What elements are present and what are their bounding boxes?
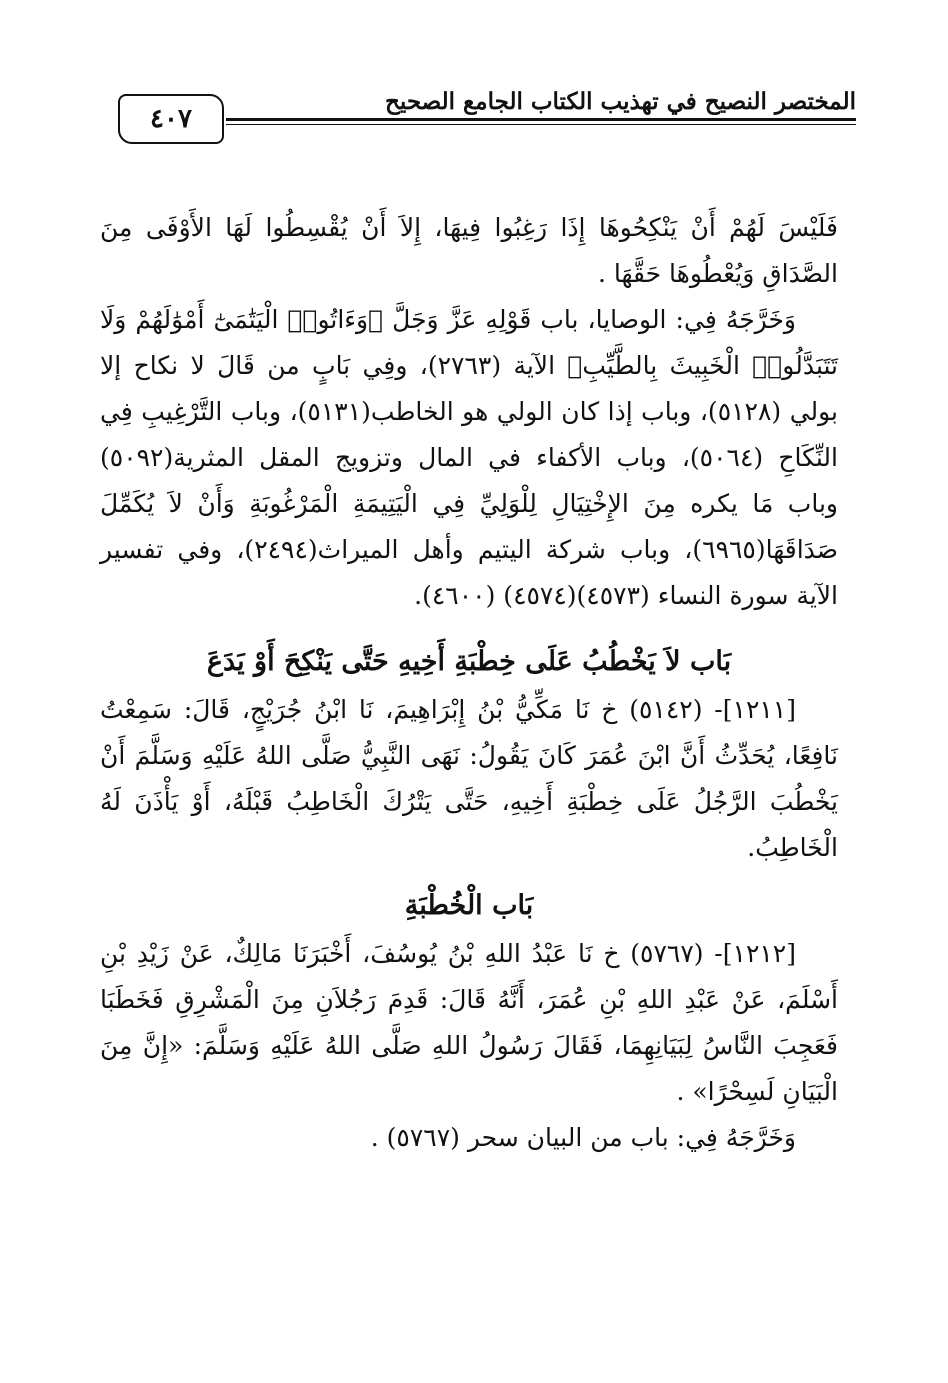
hadith-1211: [١٢١١]- (٥١٤٢) خ نَا مَكِّيُّ بْنُ إِبْرَاهِيمَ، نَا ابْنُ جُرَيْجٍ، قَالَ: سَمِعْتُ نَافِعًا، يُحَدِّثُ أَنَّ ابْنَ عُمَرَ كَانَ يَقُولُ: نَهَى النَّبِيُّ صَلَّى اللهُ عَلَيْهِ وَسَلَّمَ أَنْ يَخْطُبَ الرَّجُلُ عَلَى خِطْبَةِ أَخِيهِ، حَتَّى يَتْرُكَ الْخَاطِبُ قَبْلَهُ، أَوْ يَأْذَنَ لَهُ الْخَاطِبُ. [100,695,838,862]
spacer [100,619,838,637]
chapter-heading-khitbah-akhihi: بَاب لاَ يَخْطُبُ عَلَى خِطْبَةِ أَخِيهِ حَتَّى يَنْكِحَ أَوْ يَدَعَ [206,646,732,677]
page-number-box [118,94,224,144]
running-title: المختصر النصيح في تهذيب الكتاب الجامع الصحيح [379,88,856,115]
paragraph-continuation: فَلَيْسَ لَهُمْ أَنْ يَنْكِحُوهَا إِذَا رَغِبُوا فِيهَا، إِلاَ أَنْ يُقْسِطُوا لَهَا الأَوْفَى مِنَ الصَّدَاقِ وَيُعْطُوهَا حَقَّهَا . [100,213,838,288]
chapter-heading-khutbah: بَاب الْخُطْبَةِ [404,890,534,921]
page-header [118,88,856,158]
hadith-1212: [١٢١٢]- (٥٧٦٧) خ نَا عَبْدُ اللهِ بْنُ يُوسُفَ، أَخْبَرَنَا مَالِكٌ، عَنْ زَيْدِ بْنِ أَسْلَمَ، عَنْ عَبْدِ اللهِ بْنِ عُمَرَ، أَنَّهُ قَالَ: قَدِمَ رَجُلاَنِ مِنَ الْمَشْرِقِ فَخَطَبَا فَعَجِبَ النَّاسُ لِبَيَانِهِمَا، فَقَالَ رَسُولُ اللهِ صَلَّى اللهُ عَلَيْهِ وَسَلَّمَ: «إِنَّ مِنَ الْبَيَانِ لَسِحْرًا» . [100,939,838,1106]
paragraph-takhrij: وَخَرَّجَهُ فِي: الوصايا، باب قَوْلِهِ عَزَّ وَجَلَّ ﴿وَءَاتُوا۟ الْيَتَٰمَىٰٓ أَمْوَٰلَهُمْ وَلَا تَتَبَدَّلُوا۟ الْخَبِيثَ بِالطَّيِّبِ﴾ الآية (٢٧٦٣)، وفِي بَابٍ من قَالَ لا نكاح إلا بولي (٥١٢٨)، وباب إذا كان الولي هو الخاطب(٥١٣١)، وباب التَّرْغِيبِ فِي النِّكَاحِ (٥٠٦٤)، وباب الأكفاء في المال وتزويج المقل المثرية(٥٠٩٢) وباب مَا يكره مِنَ الإِخْتِيَالِ لِلْوَلِيِّ فِي الْيَتِيمَةِ الْمَرْغُوبَةِ وَأَنْ لاَ يُكَمِّلَ صَدَاقَهَا(٦٩٦٥)، وباب شركة اليتيم وأهل الميراث(٢٤٩٤)، وفي تفسير الآية سورة النساء (٤٥٧٣)(٤٥٧٤) (٤٦٠٠). [100,305,839,610]
header-rule-thin [226,124,856,125]
spacer [100,871,838,881]
page-body [100,205,838,1161]
header-rule-thick [226,118,856,121]
paragraph-takhrij-2: وَخَرَّجَهُ فِي: باب من البيان سحر (٥٧٦٧) . [370,1123,796,1152]
page-number: ٤٠٧ [150,104,192,134]
